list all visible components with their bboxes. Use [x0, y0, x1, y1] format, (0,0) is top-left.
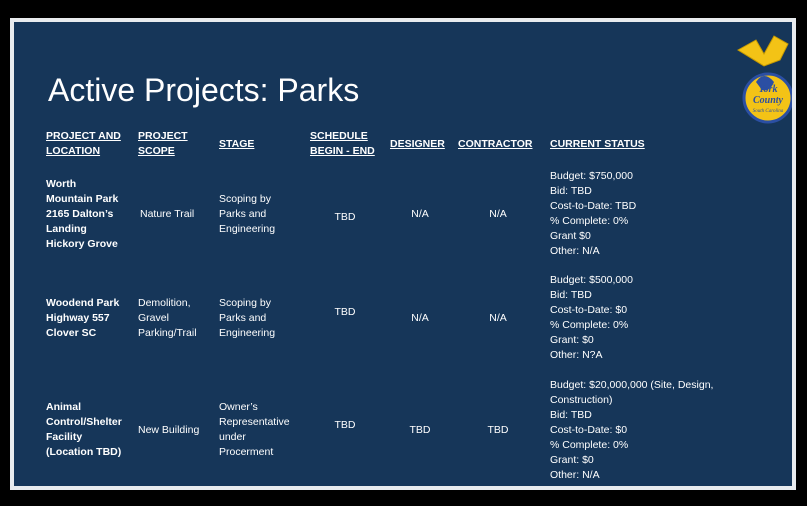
row2-schedule: TBD: [334, 306, 356, 318]
header-stage: STAGE: [219, 138, 255, 150]
slide-title: Active Projects: Parks: [48, 72, 360, 108]
row1-schedule: TBD: [334, 211, 356, 223]
row2-stage: Scoping by Parks and Engineering: [219, 297, 276, 339]
header-schedule: SCHEDULE BEGIN - END: [310, 130, 375, 157]
row2-designer: N/A: [411, 312, 429, 324]
row1-status: Budget: $750,000 Bid: TBD Cost-to-Date: TBD % Complete: 0% Grant $0 Other: N/A: [550, 170, 637, 257]
header-current-status: CURRENT STATUS: [550, 138, 645, 150]
row3-scope: New Building: [138, 424, 200, 436]
row2-status: Budget: $500,000 Bid: TBD Cost-to-Date: $0 % Complete: 0% Grant: $0 Other: N?A: [550, 274, 633, 361]
row3-contractor: TBD: [487, 424, 509, 436]
logo-text-state: South Carolina: [752, 109, 784, 114]
header-project-scope: PROJECT SCOPE: [138, 130, 188, 157]
logo-text-york: York: [758, 84, 778, 95]
row3-project: Animal Control/Shelter Facility (Location TBD): [46, 401, 122, 458]
row2-contractor: N/A: [489, 312, 507, 324]
row3-designer: TBD: [409, 424, 431, 436]
slide: [14, 22, 792, 486]
row3-stage: Owner’s Representative under Procerment: [219, 401, 290, 458]
row2-scope: Demolition, Gravel Parking/Trail: [138, 297, 197, 339]
header-project-location: PROJECT AND LOCATION: [46, 130, 121, 157]
row1-designer: N/A: [411, 208, 429, 220]
row1-contractor: N/A: [489, 208, 507, 220]
row3-schedule: TBD: [334, 419, 356, 431]
header-designer: DESIGNER: [390, 138, 445, 150]
header-contractor: CONTRACTOR: [458, 138, 533, 150]
york-county-logo: [734, 30, 792, 130]
row3-status: Budget: $20,000,000 (Site, Design, Construction) Bid: TBD Cost-to-Date: $0 % Complete: 0% Grant: $0 Other: N/A: [550, 379, 714, 481]
logo-text-county: County: [752, 95, 784, 106]
row2-project: Woodend Park Highway 557 Clover SC: [46, 297, 120, 339]
row1-stage: Scoping by Parks and Engineering: [219, 193, 276, 235]
row1-project: Worth Mountain Park 2165 Dalton’s Landing Hickory Grove: [46, 178, 119, 250]
row1-scope: Nature Trail: [140, 208, 195, 220]
